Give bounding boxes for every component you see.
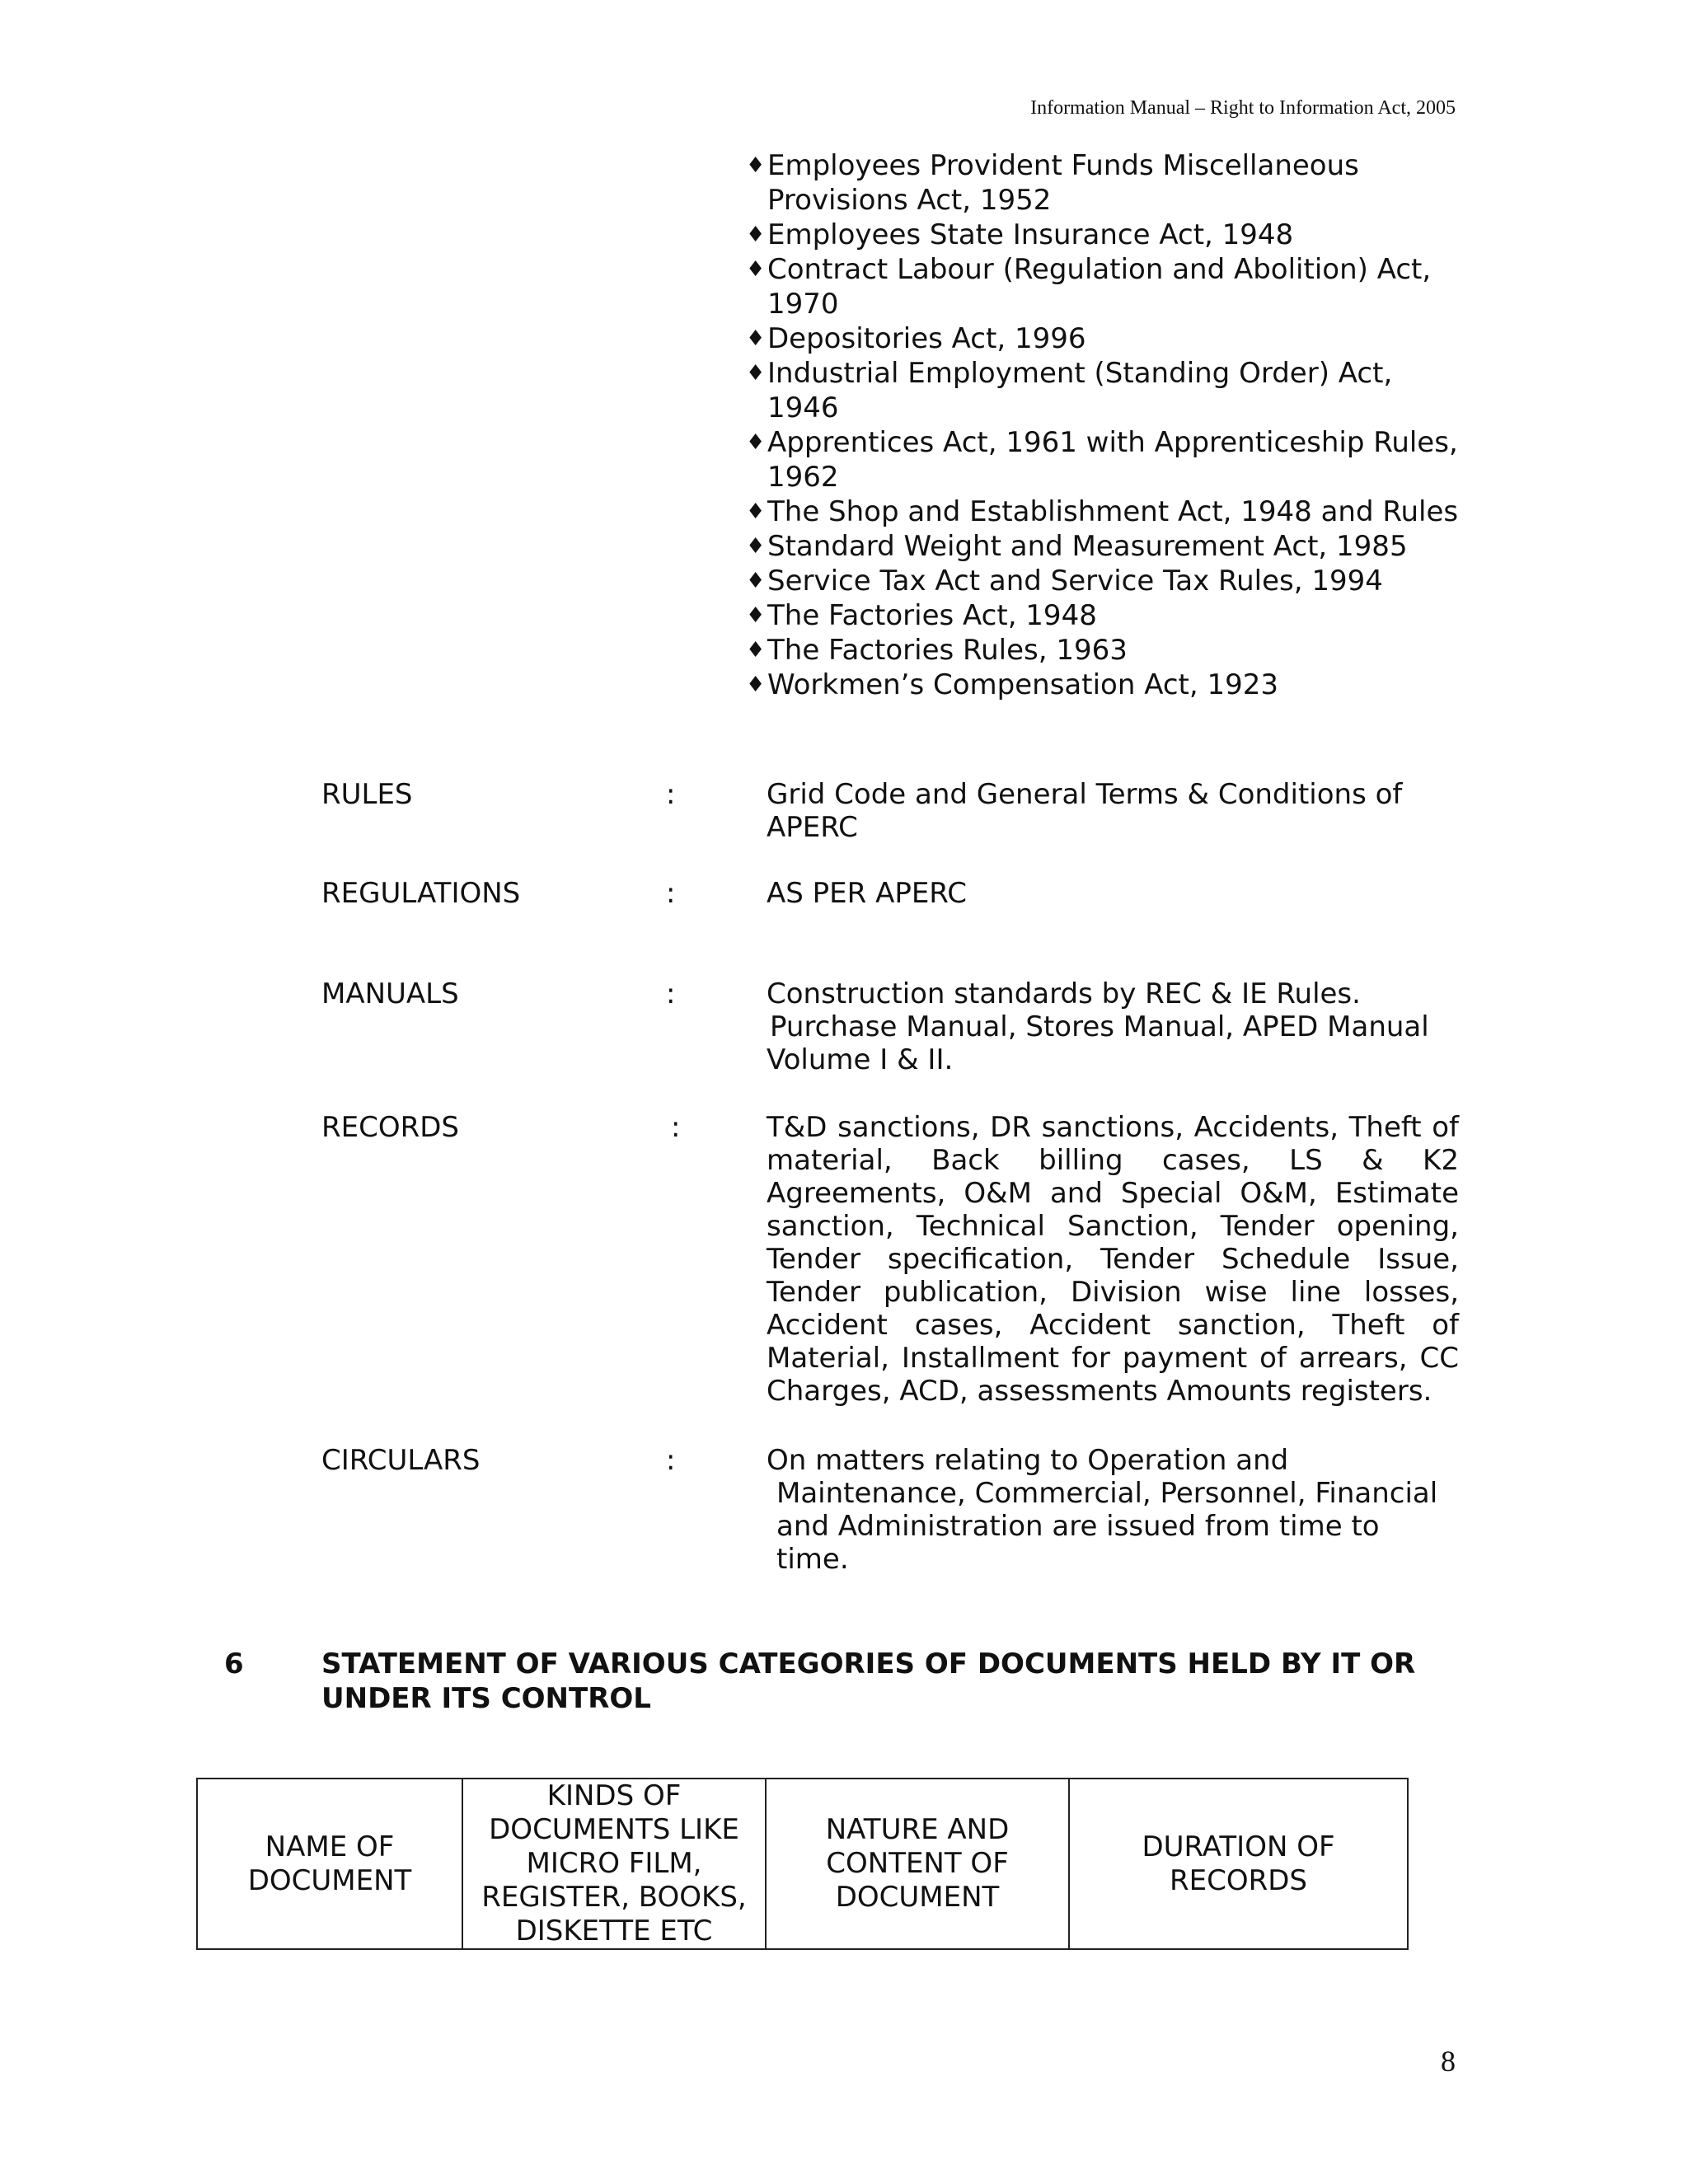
list-item <box>746 321 1471 356</box>
act-text: Employees State Insurance Act, 1948 <box>767 218 1294 251</box>
act-text: Apprentices Act, 1961 with Apprenticeship Rules, 1962 <box>767 426 1458 494</box>
rules-value: Grid Code and General Terms & Conditions of APERC <box>767 778 1403 844</box>
act-text: Standard Weight and Measurement Act, 1985 <box>767 530 1408 563</box>
header-line: KINDS OF <box>546 1779 682 1812</box>
act-text: The Factories Act, 1948 <box>767 599 1097 632</box>
header-line: MICRO FILM, <box>526 1847 702 1880</box>
list-item <box>746 356 1471 425</box>
header-line: CONTENT OF <box>826 1847 1009 1880</box>
table-header-row <box>197 1779 1408 1949</box>
manuals-colon: : <box>666 977 676 1010</box>
circulars-line: On matters relating to Operation and <box>767 1444 1289 1477</box>
list-item <box>746 494 1471 529</box>
header-line: NAME OF <box>265 1830 395 1863</box>
rules-label: RULES <box>321 778 413 811</box>
col-kinds-of-documents <box>462 1779 766 1949</box>
diamond-bullet-icon: ♦ <box>746 223 766 247</box>
regulations-label: REGULATIONS <box>321 877 521 910</box>
circulars-colon: : <box>666 1444 676 1477</box>
diamond-bullet-icon: ♦ <box>746 430 766 455</box>
circulars-value <box>767 1444 1459 1576</box>
page-header: Information Manual – Right to Information Act, 2005 <box>1030 97 1456 119</box>
records-value: T&D sanctions, DR sanctions, Accidents, Theft of material, Back billing cases, LS & K2 Agreements, O&M and Special O&M, Estimate sanction, Technical Sanction, Tender opening, Tender specification, Tender Schedule Issue, Tender publication, Division wise line losses, Accident cases, Accident sanction, Theft of Material, Installment for payment of arrears, CC Charges, ACD, assessments Amounts registers. <box>767 1111 1459 1408</box>
regulations-value: AS PER APERC <box>767 877 967 910</box>
header-line: NATURE AND <box>825 1813 1010 1846</box>
act-text: Workmen’s Compensation Act, 1923 <box>767 668 1279 701</box>
list-item <box>746 148 1471 218</box>
act-text: The Shop and Establishment Act, 1948 and Rules <box>767 495 1459 528</box>
header-line: DOCUMENTS LIKE <box>489 1813 739 1846</box>
list-item <box>746 425 1471 494</box>
section-heading: STATEMENT OF VARIOUS CATEGORIES OF DOCUMENTS HELD BY IT OR UNDER ITS CONTROL <box>321 1647 1416 1715</box>
header-line: DOCUMENT <box>835 1881 1000 1914</box>
diamond-bullet-icon: ♦ <box>746 499 766 524</box>
diamond-bullet-icon: ♦ <box>746 603 766 628</box>
manuals-line: Volume I & II. <box>767 1043 954 1076</box>
page-number: 8 <box>1441 2045 1456 2078</box>
act-text: Contract Labour (Regulation and Abolition) Act, 1970 <box>767 253 1432 321</box>
header-line: DISKETTE ETC <box>515 1915 713 1947</box>
diamond-bullet-icon: ♦ <box>746 153 766 178</box>
circulars-line: Maintenance, Commercial, Personnel, Financial <box>776 1477 1438 1510</box>
diamond-bullet-icon: ♦ <box>746 569 766 593</box>
list-item <box>746 529 1471 564</box>
records-colon: : <box>671 1111 681 1144</box>
records-label: RECORDS <box>321 1111 459 1144</box>
circulars-line: and Administration are issued from time to time. <box>776 1510 1380 1576</box>
list-item <box>746 633 1471 668</box>
header-line: DOCUMENT <box>247 1863 412 1897</box>
documents-table <box>196 1778 1409 1950</box>
col-name-of-document <box>197 1779 462 1949</box>
manuals-line: Purchase Manual, Stores Manual, APED Manual <box>770 1010 1429 1043</box>
list-item <box>746 218 1471 252</box>
act-text: Industrial Employment (Standing Order) Act, 1946 <box>767 357 1393 424</box>
diamond-bullet-icon: ♦ <box>746 361 766 386</box>
acts-list <box>746 148 1471 702</box>
manuals-label: MANUALS <box>321 977 459 1010</box>
diamond-bullet-icon: ♦ <box>746 534 766 559</box>
act-text: Depositories Act, 1996 <box>767 322 1086 355</box>
col-nature-and-content <box>766 1779 1069 1949</box>
list-item <box>746 252 1471 321</box>
list-item <box>746 598 1471 633</box>
list-item <box>746 564 1471 598</box>
header-line: REGISTER, BOOKS, <box>481 1881 747 1914</box>
col-duration-of-records <box>1069 1779 1408 1949</box>
act-text: Service Tax Act and Service Tax Rules, 1994 <box>767 565 1383 598</box>
rules-colon: : <box>666 778 676 811</box>
regulations-colon: : <box>666 877 676 910</box>
diamond-bullet-icon: ♦ <box>746 326 766 351</box>
manuals-value <box>767 977 1459 1076</box>
diamond-bullet-icon: ♦ <box>746 638 766 663</box>
header-line: RECORDS <box>1170 1863 1307 1897</box>
circulars-label: CIRCULARS <box>321 1444 481 1477</box>
section-number: 6 <box>224 1647 244 1680</box>
diamond-bullet-icon: ♦ <box>746 673 766 697</box>
diamond-bullet-icon: ♦ <box>746 257 766 282</box>
act-text: The Factories Rules, 1963 <box>767 634 1128 667</box>
manuals-line: Construction standards by REC & IE Rules. <box>767 977 1361 1010</box>
list-item <box>746 668 1471 702</box>
header-line: DURATION OF <box>1142 1830 1335 1863</box>
act-text: Employees Provident Funds Miscellaneous Provisions Act, 1952 <box>767 149 1359 217</box>
